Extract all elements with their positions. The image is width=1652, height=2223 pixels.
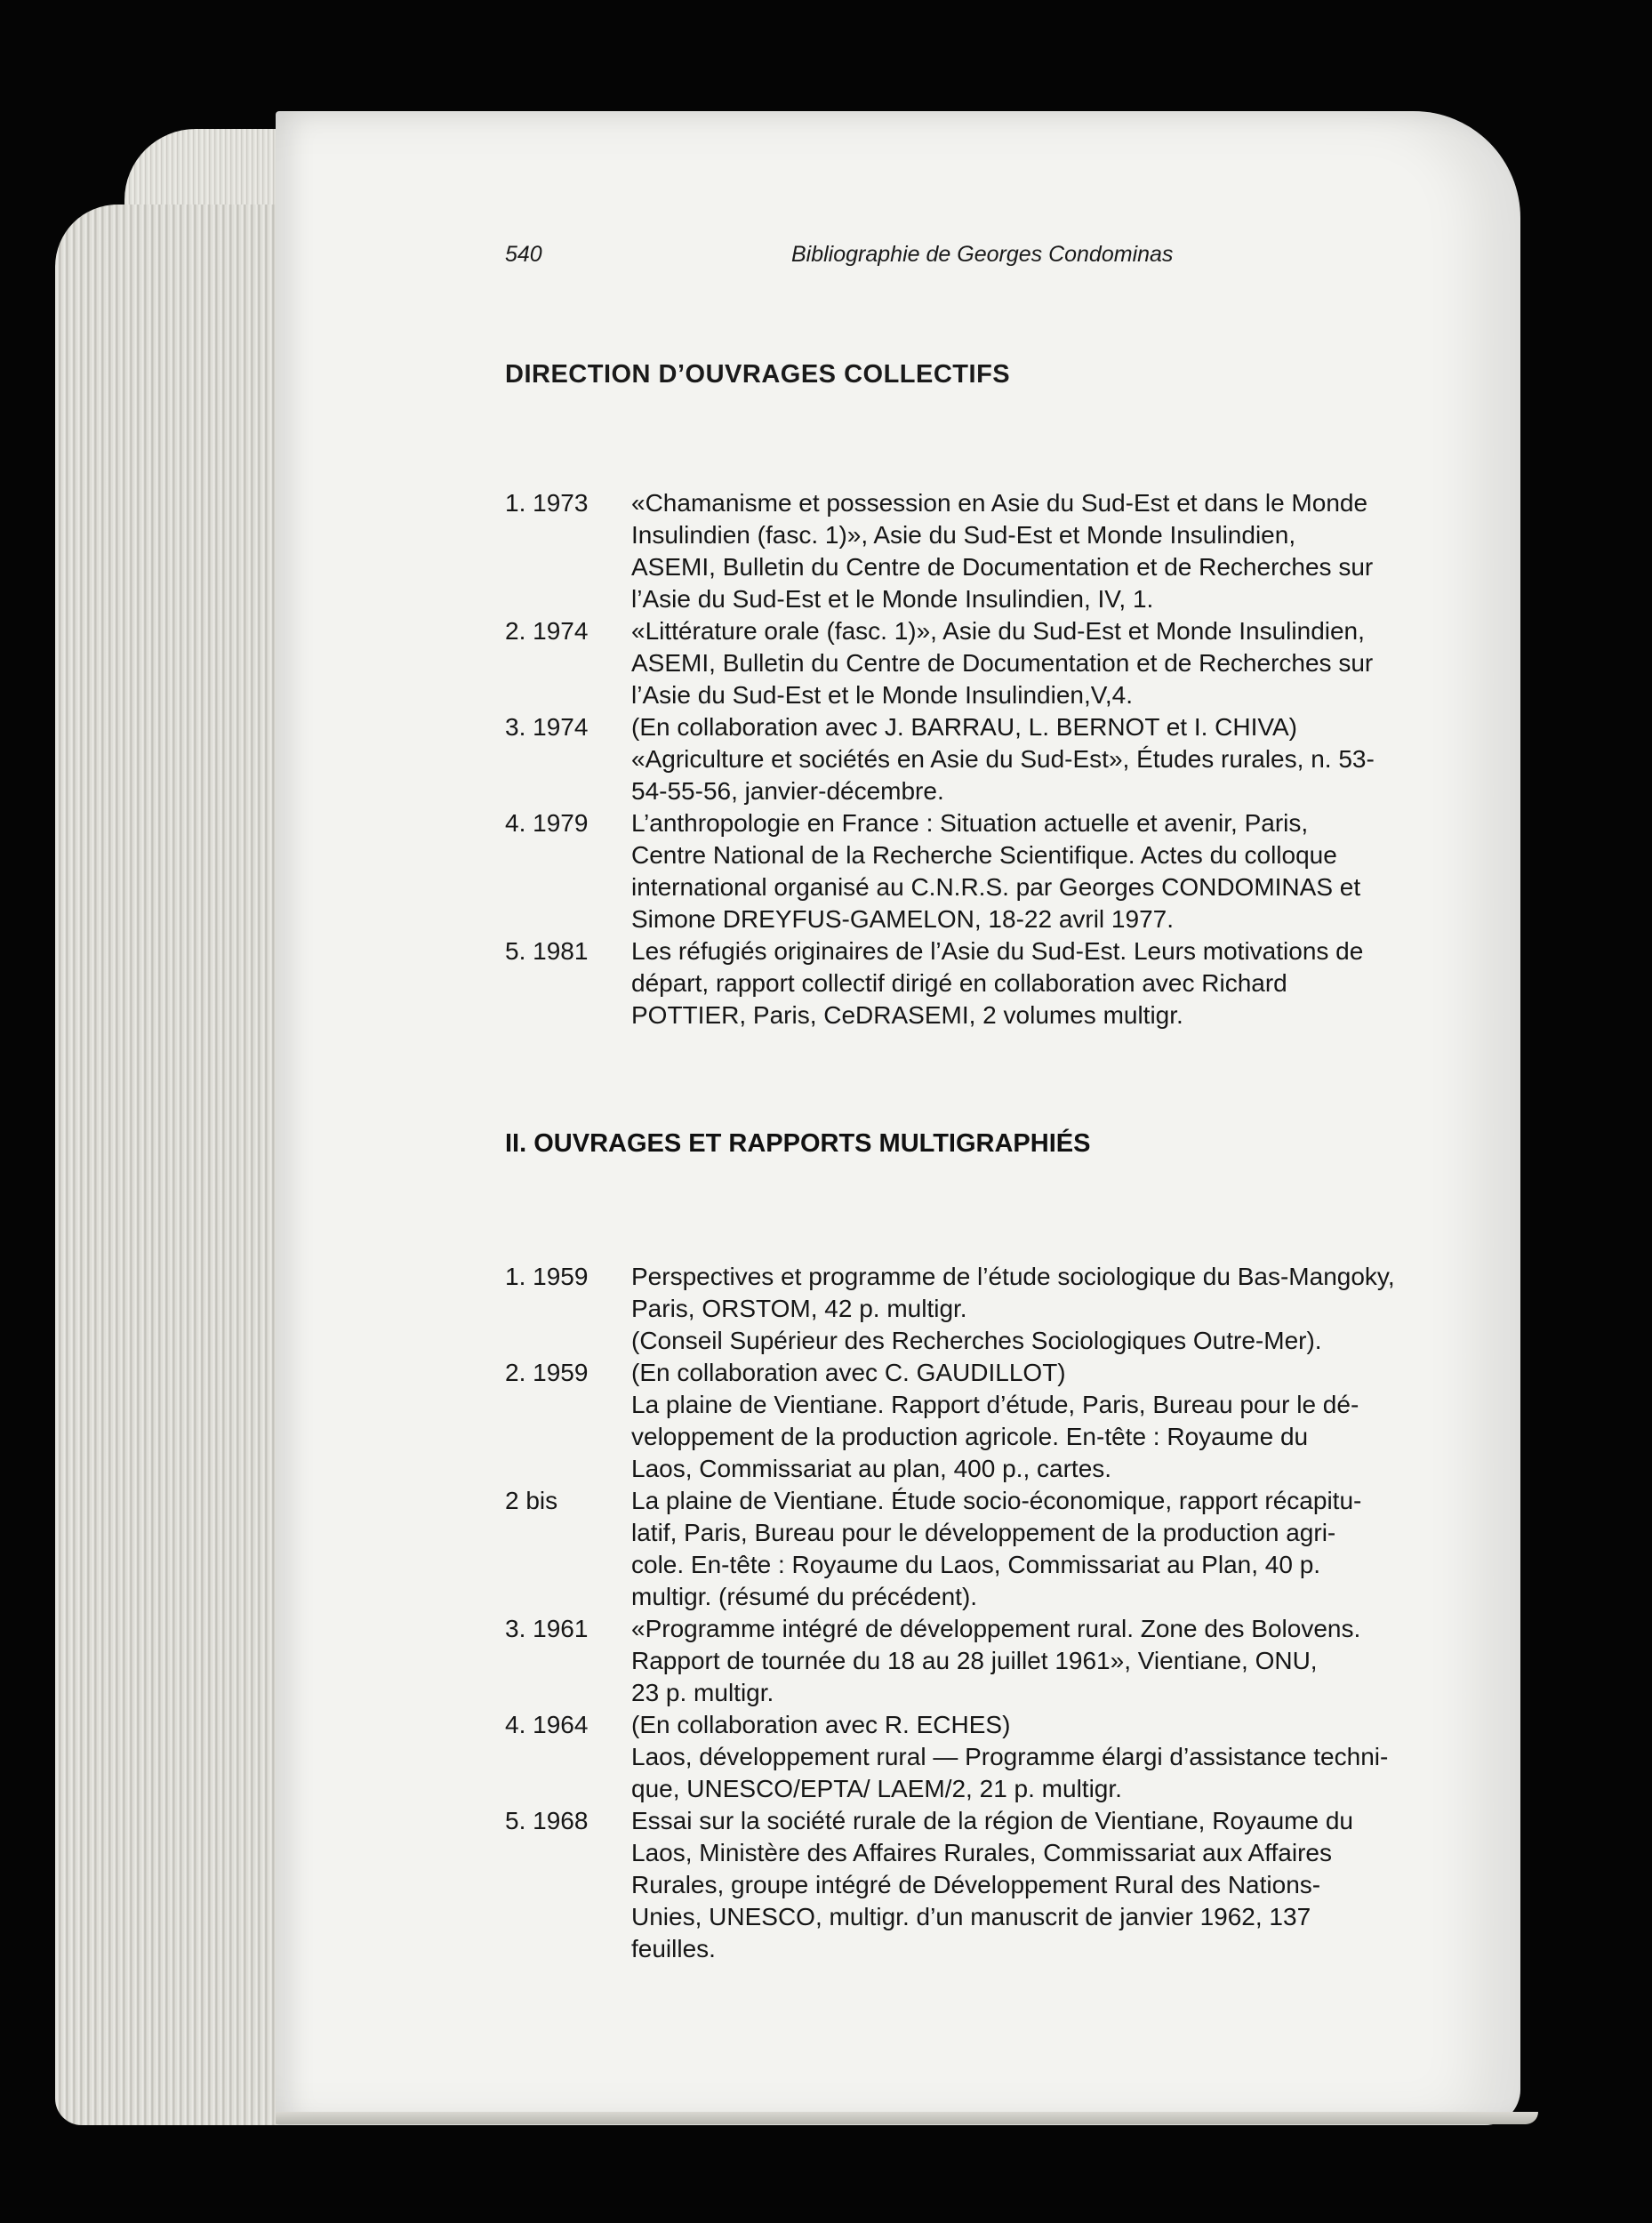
bib-entry <box>505 1805 1423 1965</box>
entry-line: Unies, UNESCO, multigr. d’un manuscrit de janvier 1962, 137 <box>631 1903 1311 1930</box>
entry-line: Laos, développement rural — Programme élargi d’assistance techni- <box>631 1743 1389 1770</box>
entry-line: Laos, Ministère des Affaires Rurales, Commissariat aux Affaires <box>631 1839 1332 1866</box>
entry-line: latif, Paris, Bureau pour le développement de la production agri- <box>631 1519 1336 1546</box>
entry-number: 4. 1964 <box>505 1711 589 1738</box>
entry-line: 54-55-56, janvier-décembre. <box>631 777 944 805</box>
entry-number: 1. 1973 <box>505 489 589 517</box>
entry-line: Centre National de la Recherche Scientifique. Actes du colloque <box>631 841 1337 869</box>
entry-list-direction <box>505 487 1423 1031</box>
entry-line: départ, rapport collectif dirigé en collaboration avec Richard <box>631 969 1287 997</box>
entry-line: ASEMI, Bulletin du Centre de Documentation et de Recherches sur <box>631 649 1374 677</box>
bib-entry <box>505 807 1423 935</box>
entry-line: (Conseil Supérieur des Recherches Sociologiques Outre-Mer). <box>631 1327 1322 1354</box>
entry-line: Insulindien (fasc. 1)», Asie du Sud-Est et Monde Insulindien, <box>631 521 1296 549</box>
entry-line: Perspectives et programme de l’étude sociologique du Bas-Mangoky, <box>631 1263 1395 1290</box>
entry-line: POTTIER, Paris, CeDRASEMI, 2 volumes multigr. <box>631 1001 1183 1029</box>
entry-number: 4. 1979 <box>505 809 589 837</box>
entry-number: 1. 1959 <box>505 1263 589 1290</box>
entry-number: 2. 1959 <box>505 1359 589 1386</box>
entry-list-ouvrages <box>505 1261 1423 1965</box>
bib-entry <box>505 615 1423 711</box>
entry-line: veloppement de la production agricole. En-tête : Royaume du <box>631 1423 1309 1450</box>
page-number: 540 <box>505 242 542 267</box>
bib-entry <box>505 935 1423 1031</box>
entry-line: Paris, ORSTOM, 42 p. multigr. <box>631 1295 967 1322</box>
page-bottom-edge <box>276 2112 1538 2124</box>
entry-line: Rapport de tournée du 18 au 28 juillet 1961», Vientiane, ONU, <box>631 1647 1318 1674</box>
bib-entry <box>505 487 1423 615</box>
entry-line: feuilles. <box>631 1935 716 1962</box>
entry-number: 3. 1974 <box>505 713 589 741</box>
entry-line: Laos, Commissariat au plan, 400 p., cartes. <box>631 1455 1112 1482</box>
entry-line: La plaine de Vientiane. Étude socio-économique, rapport récapitu- <box>631 1487 1362 1514</box>
entry-line: international organisé au C.N.R.S. par Georges CONDOMINAS et <box>631 873 1361 901</box>
entry-line: Simone DREYFUS-GAMELON, 18-22 avril 1977. <box>631 905 1174 933</box>
entry-line: Rurales, groupe intégré de Développement Rural des Nations- <box>631 1871 1321 1898</box>
bib-entry <box>505 1485 1423 1613</box>
entry-line: cole. En-tête : Royaume du Laos, Commissariat au Plan, 40 p. <box>631 1551 1321 1578</box>
entry-number: 2 bis <box>505 1487 558 1514</box>
entry-line: La plaine de Vientiane. Rapport d’étude, Paris, Bureau pour le dé- <box>631 1391 1359 1418</box>
entry-line: «Agriculture et sociétés en Asie du Sud-Est», Études rurales, n. 53- <box>631 745 1375 773</box>
entry-number: 3. 1961 <box>505 1615 589 1642</box>
entry-line: que, UNESCO/EPTA/ LAEM/2, 21 p. multigr. <box>631 1775 1122 1802</box>
running-head <box>505 242 1430 277</box>
page-stack-edge <box>55 205 304 2125</box>
entry-line: l’Asie du Sud-Est et le Monde Insulindien,V,4. <box>631 681 1133 709</box>
entry-line: 23 p. multigr. <box>631 1679 774 1706</box>
bib-entry <box>505 1261 1423 1357</box>
entry-number: 5. 1981 <box>505 937 589 965</box>
bib-entry <box>505 711 1423 807</box>
bib-entry <box>505 1613 1423 1709</box>
entry-line: (En collaboration avec J. BARRAU, L. BERNOT et I. CHIVA) <box>631 713 1297 741</box>
bib-entry <box>505 1709 1423 1805</box>
section-heading-ouvrages: II. OUVRAGES ET RAPPORTS MULTIGRAPHIÉS <box>505 1129 1091 1158</box>
entry-line: l’Asie du Sud-Est et le Monde Insulindien, IV, 1. <box>631 585 1154 613</box>
entry-line: Les réfugiés originaires de l’Asie du Sud-Est. Leurs motivations de <box>631 937 1364 965</box>
entry-line: L’anthropologie en France : Situation actuelle et avenir, Paris, <box>631 809 1309 837</box>
entry-line: ASEMI, Bulletin du Centre de Documentation et de Recherches sur <box>631 553 1374 581</box>
running-title: Bibliographie de Georges Condominas <box>791 242 1174 267</box>
entry-line: «Chamanisme et possession en Asie du Sud-Est et dans le Monde <box>631 489 1368 517</box>
entry-line: «Littérature orale (fasc. 1)», Asie du Sud-Est et Monde Insulindien, <box>631 617 1365 645</box>
section-heading-direction: DIRECTION D’OUVRAGES COLLECTIFS <box>505 360 1011 389</box>
entry-line: (En collaboration avec C. GAUDILLOT) <box>631 1359 1066 1386</box>
entry-line: Essai sur la société rurale de la région de Vientiane, Royaume du <box>631 1807 1353 1834</box>
entry-line: multigr. (résumé du précédent). <box>631 1583 978 1610</box>
entry-line: (En collaboration avec R. ECHES) <box>631 1711 1011 1738</box>
entry-number: 2. 1974 <box>505 617 589 645</box>
entry-number: 5. 1968 <box>505 1807 589 1834</box>
entry-line: «Programme intégré de développement rural. Zone des Bolovens. <box>631 1615 1361 1642</box>
bib-entry <box>505 1357 1423 1485</box>
